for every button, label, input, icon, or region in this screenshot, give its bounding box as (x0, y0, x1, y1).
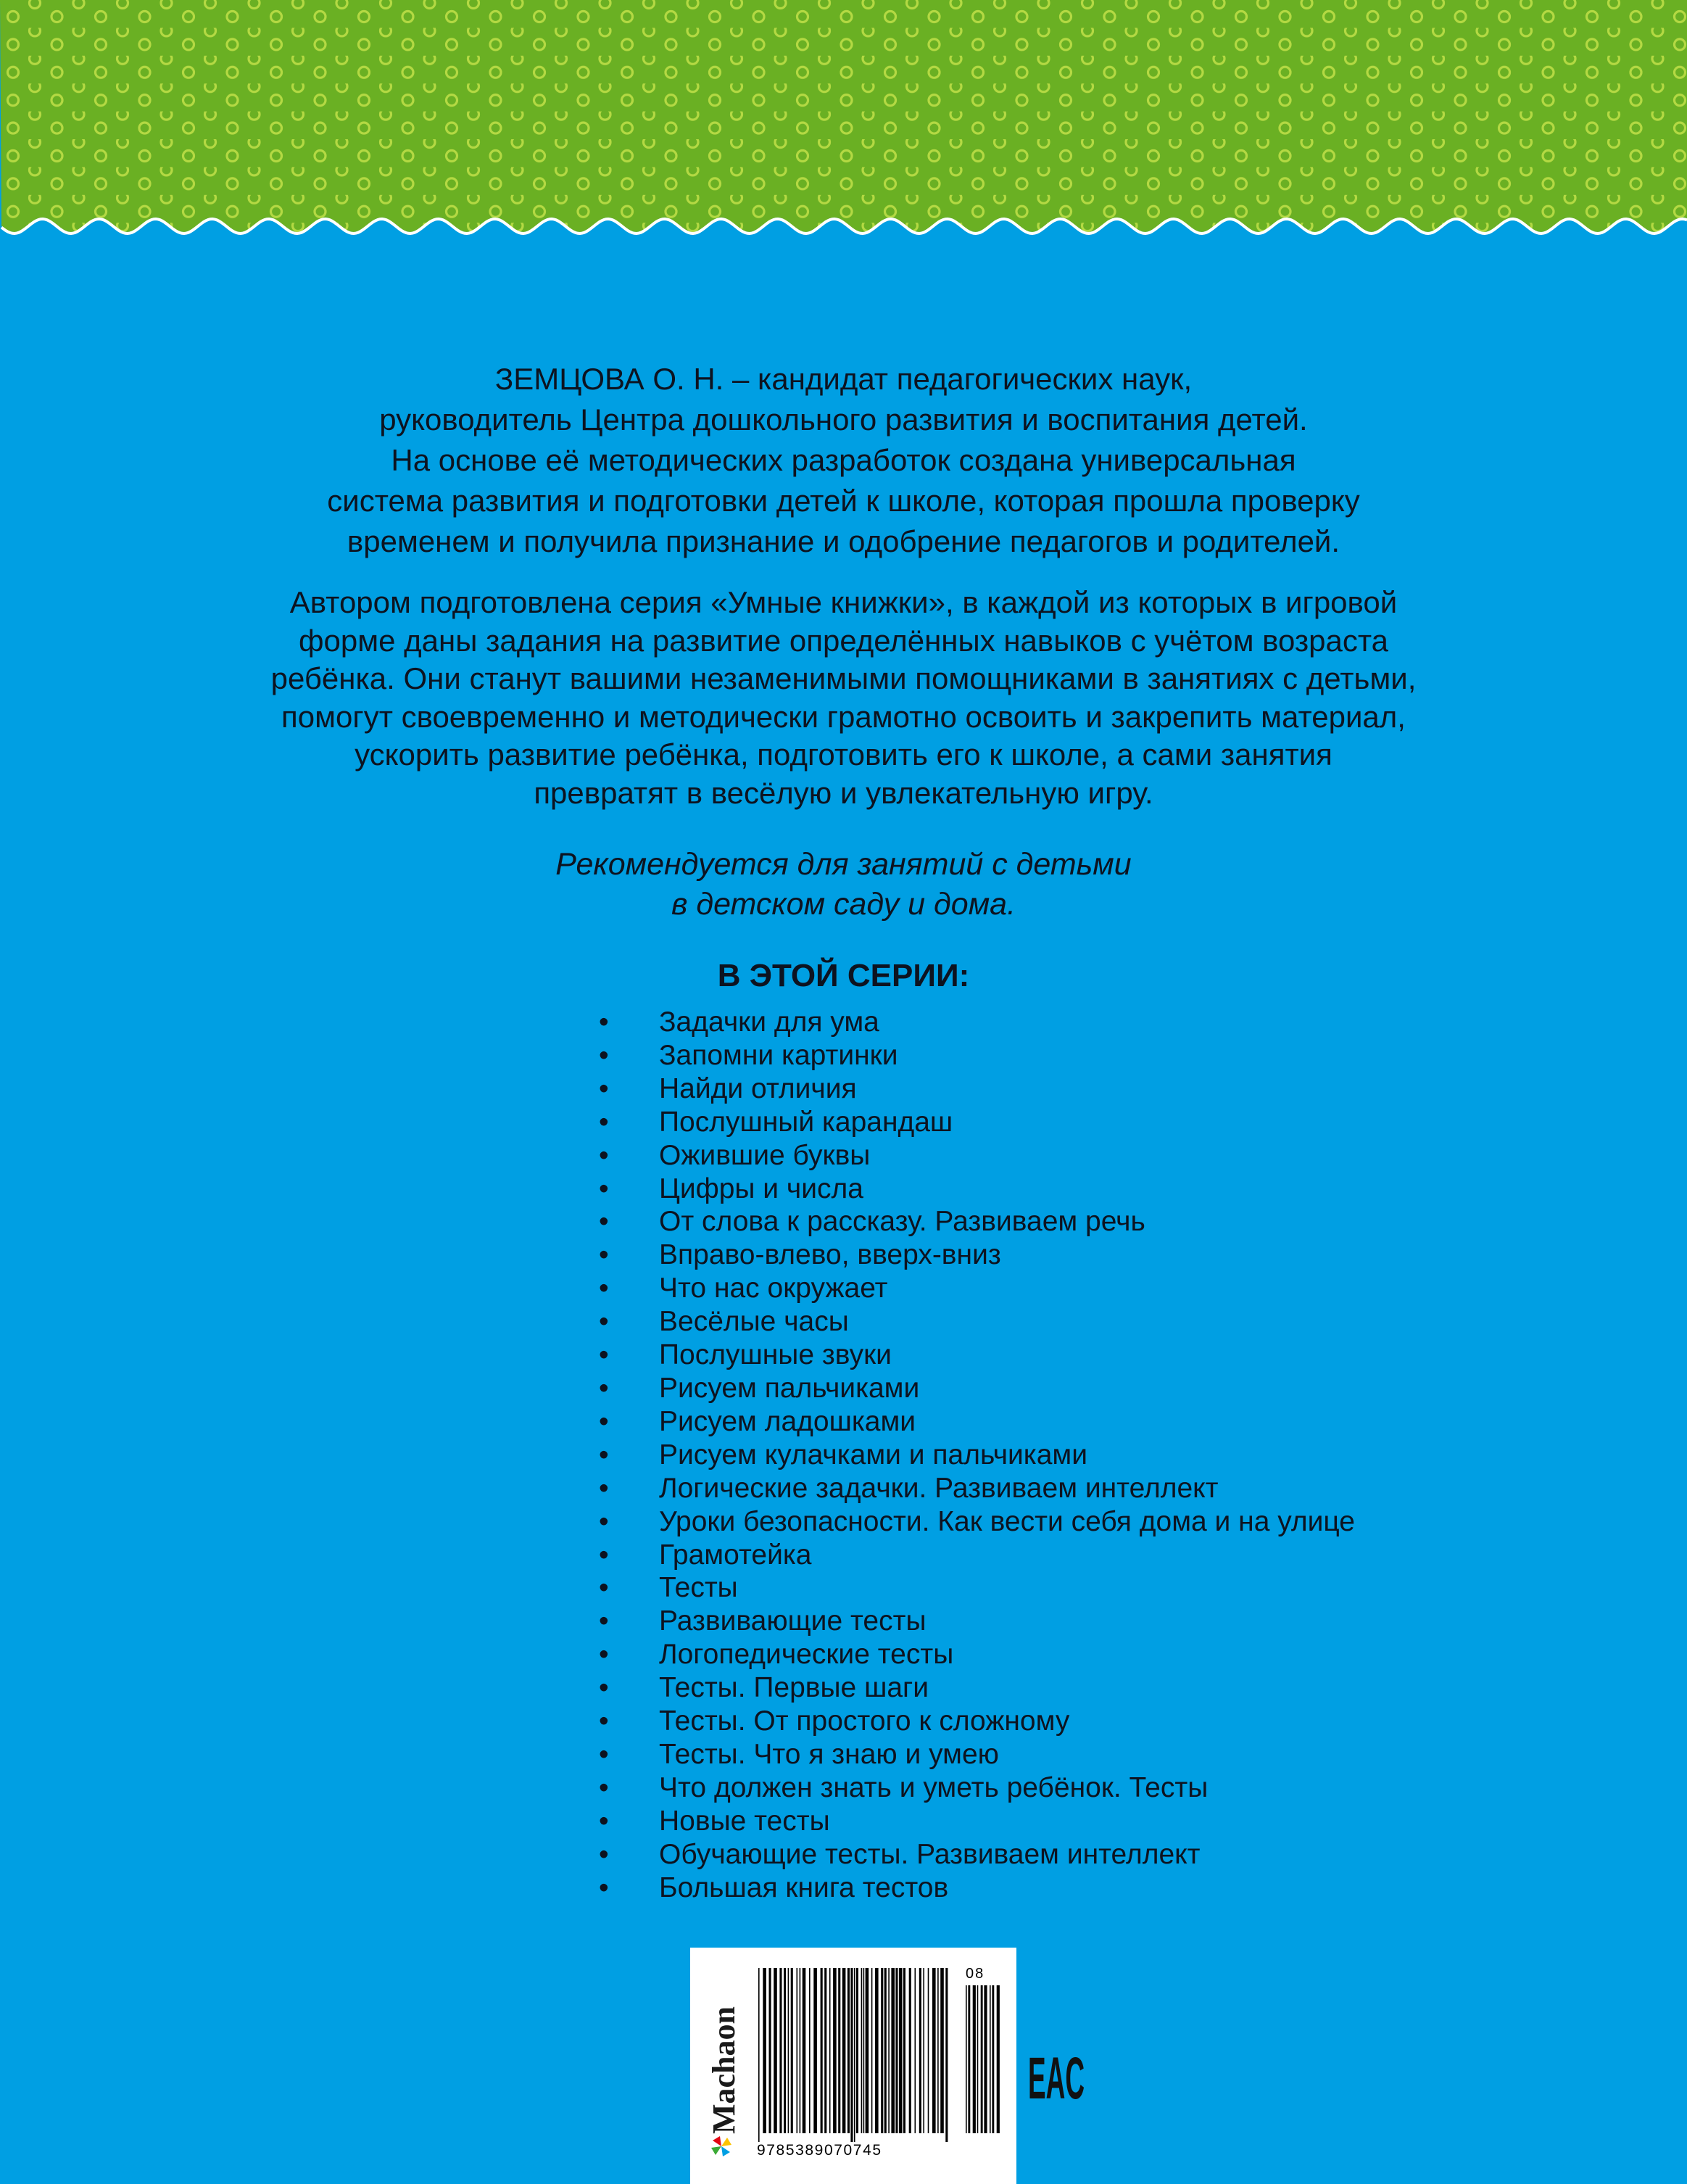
series-list-item (596, 1439, 1355, 1472)
series-list-item (596, 1705, 1355, 1738)
bullet-icon: • (599, 1771, 609, 1803)
barcode-bar (809, 1968, 811, 2133)
bullet-icon: • (599, 1239, 609, 1271)
barcode-bar (856, 1968, 858, 2133)
barcode-bar (763, 1968, 766, 2133)
bullet-icon: • (599, 1472, 609, 1504)
series-title: Рисуем ладошками (659, 1405, 916, 1437)
series-title: Что нас окружает (659, 1273, 888, 1304)
series-title: Цифры и числа (659, 1172, 863, 1204)
barcode-bar (899, 1968, 903, 2133)
series-title: Послушный карандаш (659, 1106, 953, 1138)
series-list-item (596, 1738, 1355, 1771)
series-title: Запомни картинки (659, 1039, 898, 1071)
author-bio-line: руководитель Центра дошкольного развития и воспитания детей. (379, 402, 1308, 437)
series-list-item (596, 1771, 1355, 1805)
bullet-icon: • (599, 1339, 609, 1371)
barcode-bar (903, 1968, 905, 2133)
barcode-bar (871, 1968, 873, 2133)
series-description-line: ребёнка. Они станут вашими незаменимыми помощниками в занятиях с детьми, (270, 661, 1417, 695)
bullet-icon: • (599, 1405, 609, 1437)
barcode-bar (791, 1968, 793, 2133)
barcode-bar (895, 1968, 898, 2133)
barcode-addon-bar (977, 1985, 979, 2133)
barcode-bar (800, 1968, 801, 2133)
publisher-pinwheel-icon (711, 2136, 731, 2156)
series-list-item (596, 1205, 1355, 1238)
eac-mark-text: EAC (1028, 2046, 1085, 2111)
series-description-line: помогут своевременно и методически грамотно освоить и закрепить материал, (281, 699, 1406, 734)
dot-pattern (0, 0, 1687, 232)
bullet-icon: • (599, 1206, 609, 1238)
barcode-addon-bar (992, 1985, 994, 2133)
bullet-icon: • (599, 1805, 609, 1837)
barcode-bar (932, 1968, 936, 2133)
bullet-icon: • (599, 1639, 609, 1671)
barcode-bar (774, 1968, 777, 2133)
series-title: Обучающие тесты. Развиваем интеллект (659, 1838, 1201, 1870)
barcode-bar (891, 1968, 895, 2133)
barcode-bar (769, 1968, 771, 2133)
series-description-line: ускорить развитие ребёнка, подготовить его к школе, а сами занятия (355, 737, 1332, 772)
series-list-item (596, 1472, 1355, 1505)
bullet-icon: • (599, 1372, 609, 1404)
barcode-addon-bar (973, 1985, 976, 2133)
series-title: Тесты (659, 1572, 738, 1604)
series-title: Ожившие буквы (659, 1139, 871, 1171)
series-description-line: форме даны задания на развитие определённых навыков с учётом возраста (299, 623, 1388, 658)
barcode-bar (838, 1968, 840, 2133)
bullet-icon: • (599, 1273, 609, 1304)
bullet-icon: • (599, 1439, 609, 1471)
series-description (0, 584, 1687, 812)
barcode-bar (824, 1968, 826, 2133)
top-decorative-band (0, 0, 1687, 239)
series-list-item (596, 1871, 1355, 1905)
barcode-bar (758, 1968, 760, 2142)
author-bio-line: ЗЕМЦОВА О. Н. – кандидат педагогических наук, (494, 362, 1193, 396)
barcode-number: 9785389070745 (757, 2142, 882, 2159)
series-title: Развивающие тесты (659, 1605, 927, 1637)
barcode-bar (813, 1968, 817, 2133)
series-list-item (596, 1405, 1355, 1439)
barcode-bar (803, 1968, 806, 2133)
series-title: Весёлые часы (659, 1306, 849, 1338)
series-title: Уроки безопасности. Как вести себя дома и на улице (659, 1505, 1355, 1537)
barcode-bar (919, 1968, 921, 2133)
series-list-item (596, 1838, 1355, 1871)
bullet-icon: • (599, 1572, 609, 1604)
barcode-addon-bar (968, 1985, 970, 2133)
series-list-item (596, 1172, 1355, 1206)
series-list-item (596, 1505, 1355, 1539)
series-title: Тесты. Что я знаю и умею (659, 1738, 999, 1770)
series-list-item (596, 1238, 1355, 1272)
isbn-barcode (754, 1964, 1008, 2159)
bullet-icon: • (599, 1039, 609, 1071)
recommendation (0, 845, 1687, 925)
series-title: Рисуем кулачками и пальчиками (659, 1439, 1087, 1471)
bullet-icon: • (599, 1838, 609, 1870)
series-title: Тесты. От простого к сложному (659, 1705, 1070, 1737)
barcode-bar (923, 1968, 924, 2133)
barcode-bar (797, 1968, 798, 2133)
series-title: Новые тесты (659, 1805, 830, 1837)
barcode-addon-bar (997, 1985, 1000, 2133)
series-list-item (596, 1272, 1355, 1305)
publisher-logo (705, 1969, 742, 2154)
bullet-icon: • (599, 1106, 609, 1138)
barcode-bar (863, 1968, 865, 2133)
bullet-icon: • (599, 1006, 609, 1038)
bullet-icon: • (599, 1605, 609, 1637)
series-list-item (596, 1006, 1355, 1039)
barcode-bar (928, 1968, 929, 2133)
barcode-bar (937, 1968, 939, 2133)
series-title: Логопедические тесты (659, 1639, 954, 1671)
series-list-item (596, 1039, 1355, 1072)
series-title: От слова к рассказу. Развиваем речь (659, 1206, 1145, 1238)
barcode-bar (821, 1968, 823, 2133)
barcode-bar (850, 1968, 853, 2142)
series-description-line: превратят в весёлую и увлекательную игру. (534, 775, 1153, 810)
series-list-item (596, 1671, 1355, 1705)
author-bio-line: временем и получила признание и одобрение педагогов и родителей. (347, 524, 1340, 558)
barcode-bar (875, 1968, 879, 2133)
barcode-bar (833, 1968, 837, 2133)
barcode-bar (829, 1968, 831, 2133)
bullet-icon: • (599, 1505, 609, 1537)
barcode-bar (779, 1968, 782, 2133)
barcode-bar (854, 1968, 855, 2142)
author-bio-line: система развития и подготовки детей к школе, которая прошла проверку (327, 484, 1360, 518)
series-list-item (596, 1571, 1355, 1605)
author-bio-line: На основе её методических разработок создана универсальная (391, 443, 1296, 477)
bullet-icon: • (599, 1705, 609, 1737)
series-list-item (596, 1339, 1355, 1372)
barcode-bar (861, 1968, 863, 2133)
barcode-bar (866, 1968, 869, 2133)
series-title: Вправо-влево, вверх-вниз (659, 1239, 1001, 1271)
recommendation-line: в детском саду и дома. (671, 887, 1016, 922)
bullet-icon: • (599, 1139, 609, 1171)
bullet-icon: • (599, 1871, 609, 1903)
series-heading: В ЭТОЙ СЕРИИ: (717, 958, 970, 993)
publisher-name: Machaon (706, 2006, 742, 2134)
series-title: Тесты. Первые шаги (659, 1672, 929, 1704)
series-list-item (596, 1638, 1355, 1671)
barcode-addon-bar (981, 1985, 983, 2133)
barcode-bar (788, 1968, 789, 2133)
barcode-bar (884, 1968, 887, 2133)
series-title: Найди отличия (659, 1072, 857, 1104)
barcode-addon-bar (966, 1985, 967, 2133)
bullet-icon: • (599, 1738, 609, 1770)
series-list (596, 1006, 1355, 1904)
series-list-item (596, 1539, 1355, 1572)
series-title: Рисуем пальчиками (659, 1372, 920, 1404)
series-list-item (596, 1605, 1355, 1638)
recommendation-line: Рекомендуется для занятий с детьми (555, 847, 1132, 882)
series-list-item (596, 1106, 1355, 1139)
bullet-icon: • (599, 1172, 609, 1204)
barcode-bar (915, 1968, 916, 2133)
series-title: Что должен знать и уметь ребёнок. Тесты (659, 1771, 1209, 1803)
barcode-bar (881, 1968, 883, 2133)
series-list-item (596, 1072, 1355, 1106)
barcode-bar (784, 1968, 786, 2133)
barcode-addon-bar (990, 1985, 991, 2133)
bullet-icon: • (599, 1072, 609, 1104)
bullet-icon: • (599, 1672, 609, 1704)
series-title: Задачки для ума (659, 1006, 879, 1038)
series-title: Послушные звуки (659, 1339, 892, 1371)
bullet-icon: • (599, 1539, 609, 1571)
series-description-line: Автором подготовлена серия «Умные книжки», в каждой из которых в игровой (289, 585, 1398, 619)
barcode-addon-bar (984, 1985, 987, 2133)
series-title: Логические задачки. Развиваем интеллект (659, 1472, 1219, 1504)
series-list-item (596, 1305, 1355, 1339)
series-title: Грамотейка (659, 1539, 812, 1571)
barcode-bar (940, 1968, 944, 2133)
author-bio (0, 359, 1687, 562)
barcode-bar (945, 1968, 948, 2142)
bullet-icon: • (599, 1306, 609, 1338)
barcode-bar (847, 1968, 850, 2133)
series-title: Большая книга тестов (659, 1871, 949, 1903)
series-list-item (596, 1139, 1355, 1172)
barcode-bar (888, 1968, 890, 2133)
barcode-bar (842, 1968, 846, 2133)
series-list-item (596, 1805, 1355, 1838)
series-list-item (596, 1372, 1355, 1405)
eac-certification-mark (1028, 2046, 1086, 2111)
barcode-bar (909, 1968, 911, 2133)
barcode-addon: 08 (966, 1966, 985, 1982)
